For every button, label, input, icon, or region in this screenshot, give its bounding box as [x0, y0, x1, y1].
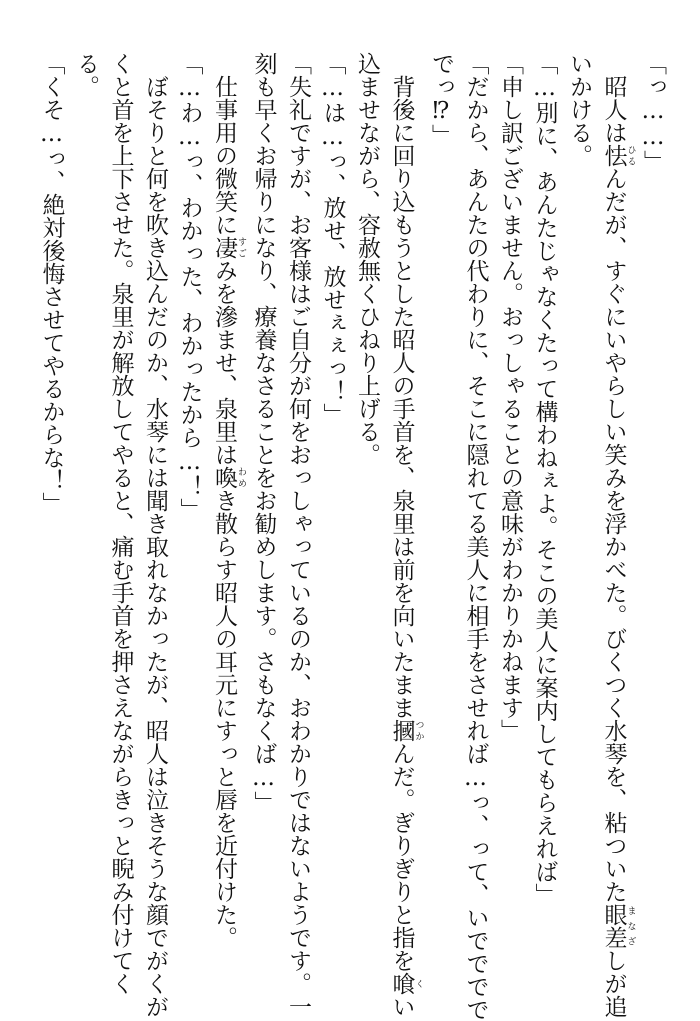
- text-line-13: 仕事用の微笑に凄 すごみを滲ませ、泉里は喚 わめき散らす昭人の耳元にすっと唇を近付けた。: [211, 52, 246, 949]
- ruby-annotation: 喚 わめ: [211, 466, 246, 489]
- ruby-annotation: 凄 すご: [211, 236, 246, 259]
- text-line-10: 「…は…っ、放せ、放せぇぇっ！」: [319, 52, 346, 426]
- text-line-4: 「…別に、あんたじゃなくたって構わねぇよ。そこの美人に案内してもらえれば」: [531, 52, 558, 906]
- text-line-6: 「だから、あんたの代わりに、そこに隠れてる美人に相手をさせれば…っ、って、いでででで: [462, 52, 489, 1021]
- ruby-annotation: 喰 く: [388, 972, 424, 995]
- vertical-text-body: [34, 52, 670, 1021]
- text-line-8: 背後に回り込もうとした昭人の手首を、泉里は前を向いたまま摑 つかんだ。ぎりぎりと指を喰 くい: [388, 52, 424, 1018]
- text-line-12: 刻も早くお帰りになり、療養なさることをお勧めします。さもなくば…」: [250, 52, 277, 814]
- ruby-annotation: 怯 ひる: [600, 144, 636, 167]
- text-line-15: ぼそりと何を吹き込んだのか、水琴には聞き取れなかったが、昭人は泣きそうな顔でがくが: [142, 52, 168, 1018]
- text-line-14: 「…わ…っ、わかった、わかったから…！」: [176, 52, 203, 521]
- text-line-17: る。: [73, 52, 99, 98]
- ruby-annotation: 摑 つか: [388, 719, 424, 742]
- text-line-2: 昭人は怯 ひるんだが、すぐにいやらしい笑みを浮かべた。びくつく水琴を、粘ついた眼差 まなざしが追: [600, 52, 636, 1018]
- text-line-7: でっ⁉」: [428, 52, 454, 147]
- text-line-5: 「申し訳ございません。おっしゃることの意味がわかりかねます」: [497, 52, 523, 742]
- text-line-11: 「失礼ですが、お客様はご自分が何をおっしゃっているのか、おわかりではないようです。一: [285, 52, 311, 1018]
- text-line-3: いかける。: [566, 52, 592, 167]
- ruby-annotation: 眼差 まなざ: [600, 903, 636, 949]
- text-line-1: 「っ……」: [640, 52, 666, 173]
- text-line-16: くと首を上下させた。泉里が解放してやると、痛む手首を押さえながらきっと睨み付けてく: [107, 52, 134, 995]
- text-line-18: 「くそ…っ、絶対後悔させてやるからな！」: [38, 52, 65, 515]
- text-line-9: 込ませながら、容赦無くひねり上げる。: [354, 52, 380, 466]
